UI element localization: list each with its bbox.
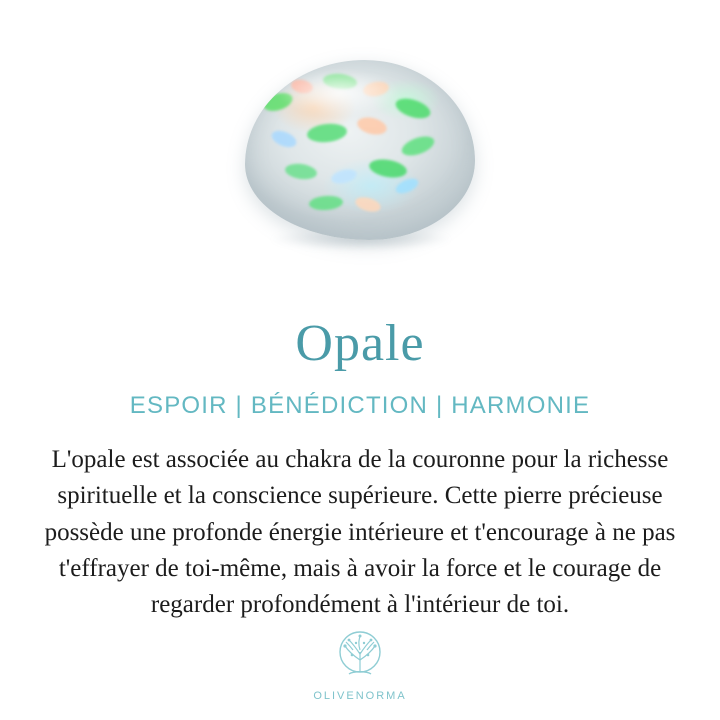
color-flash xyxy=(394,176,421,197)
opal-gemstone xyxy=(245,60,475,240)
color-flash xyxy=(309,195,344,211)
page-title: Opale xyxy=(295,315,425,372)
color-flash xyxy=(330,167,358,186)
tree-of-life-icon xyxy=(329,630,391,688)
brand-name: OLIVENORMA xyxy=(313,690,407,702)
color-flash xyxy=(399,133,436,160)
color-flash xyxy=(354,195,383,215)
gemstone-image-area xyxy=(0,0,720,300)
color-flash xyxy=(284,162,318,181)
color-flash xyxy=(269,128,298,151)
gemstone-highlight xyxy=(279,70,399,116)
color-flash xyxy=(306,122,348,144)
keywords-line: ESPOIR | BÉNÉDICTION | HARMONIE xyxy=(129,392,591,419)
description-text: L'opale est associée au chakra de la couronne pour la richesse spirituelle et la conscience supérieure. Cette pierre précieuse possède une profonde énergie intérieure et t'encourage à ne pas t'effrayer de toi-même, mais à avoir la force et le courage de regarder profondément à l'intérieur de toi. xyxy=(44,446,676,618)
brand-logo xyxy=(0,630,720,702)
color-flash xyxy=(356,115,389,138)
gemstone-body xyxy=(245,60,475,240)
color-flash xyxy=(368,157,408,180)
color-flash xyxy=(393,95,432,122)
